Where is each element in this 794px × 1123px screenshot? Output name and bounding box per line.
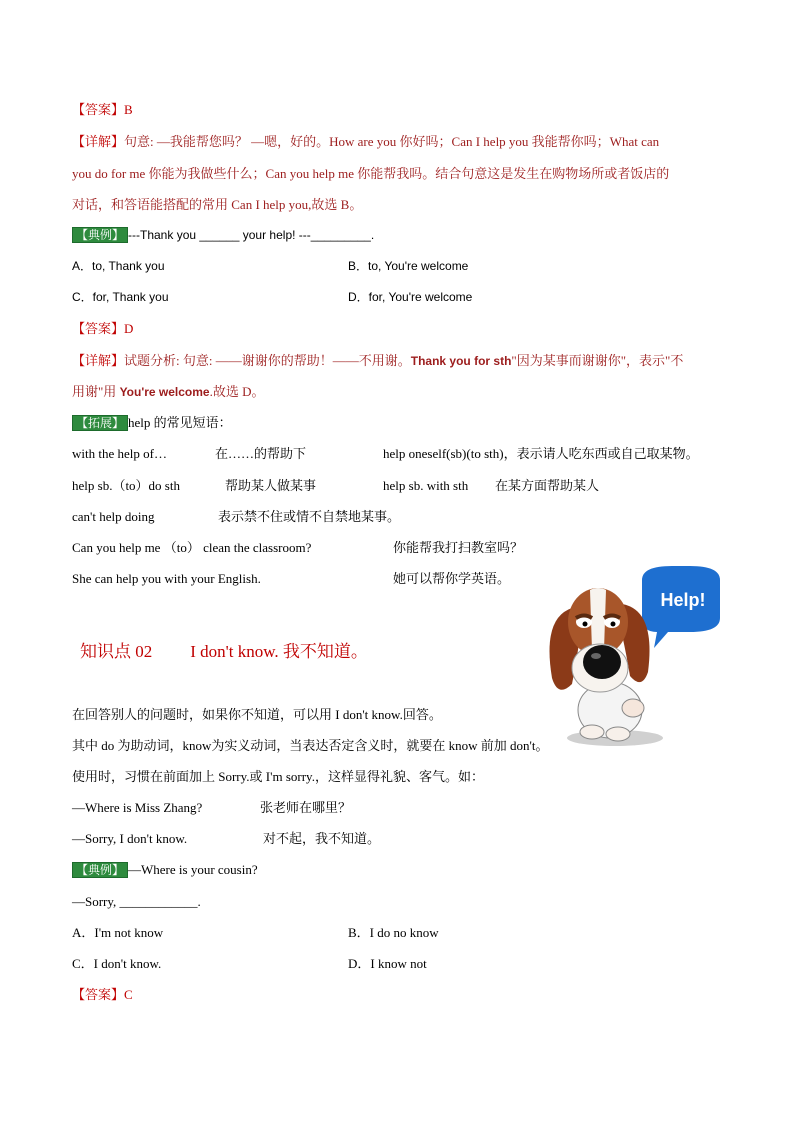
answer-value: B: [124, 102, 133, 117]
example3-tag: 【典例】: [72, 862, 128, 878]
detail2-text-b: Thank you for sth: [410, 354, 512, 368]
answer-tag-3: 【答案】: [72, 987, 125, 1002]
expand-row-4-c1: Can you help me （to） clean the classroom?: [72, 540, 312, 555]
answer-value-2: D: [124, 321, 134, 336]
expand-row-1-c3: help oneself(sb)(to sth)，表示请人吃东西或自己取某物。: [383, 446, 699, 461]
detail-line-1: [72, 133, 659, 150]
answer-tag-2: 【答案】: [72, 321, 125, 336]
option-c: C．for, Thank you: [72, 290, 169, 304]
dialog-2-cn: 对不起，我不知道。: [263, 831, 381, 846]
option-b: B．to, You're welcome: [348, 259, 469, 273]
answer-tag: 【答案】: [72, 102, 125, 117]
example-line: [72, 227, 374, 244]
detail2-text-e: You're welcome: [119, 385, 210, 399]
expand-row-2-c3: help sb. with sth: [383, 478, 469, 493]
expand-row-2-c1: help sb.（to）do sth: [72, 478, 180, 493]
expand-tag: 【拓展】: [72, 415, 128, 431]
answer-value-3: C: [124, 987, 133, 1002]
knowledge-line-1: 在回答别人的问题时，如果你不知道，可以用 I don't know.回答。: [72, 707, 442, 722]
knowledge-line-2: 其中 do 为助动词，know为实义动词，当表达否定含义时，就要在 know 前加 don't。: [72, 738, 549, 753]
dialog-2-en: —Sorry, I don't know.: [72, 831, 188, 846]
option3-b: B．I do no know: [348, 925, 439, 940]
detail-tag-2: 【详解】: [72, 353, 125, 368]
expand-row-4-c2: 你能帮我打扫教室吗？: [393, 540, 524, 555]
example3-question: —Where is your cousin?: [128, 862, 258, 877]
option3-c: C．I don't know.: [72, 956, 162, 971]
detail2-text-a: 试题分析: 句意: ——谢谢你的帮助！——不用谢。: [124, 353, 411, 368]
detail2-text-c: "因为某事而谢谢你"，表示"不: [511, 353, 684, 368]
expand-row-5-c1: She can help you with your English.: [72, 571, 261, 586]
expand-row-3-c1: can't help doing: [72, 509, 155, 524]
option3-a: A．I'm not know: [72, 925, 164, 940]
dialog-1-en: —Where is Miss Zhang?: [72, 800, 203, 815]
expand-row-1-c1: with the help of…: [72, 446, 167, 461]
detail2-text-f: .故选 D。: [209, 384, 265, 399]
expand-row-5-c2: 她可以帮你学英语。: [393, 571, 511, 586]
dialog-1-cn: 张老师在哪里？: [260, 800, 352, 815]
example-tag: 【典例】: [72, 227, 128, 243]
expand-row-1-c2: 在……的帮助下: [215, 446, 307, 461]
knowledge-line-3: 使用时，习惯在前面加上 Sorry.或 I'm sorry.，这样显得礼貌、客气。如：: [72, 769, 484, 784]
knowledge-number: 知识点 02: [80, 642, 153, 661]
option3-d: D．I know not: [348, 956, 427, 971]
detail2-line-1: [72, 352, 683, 370]
detail-tag: 【详解】: [72, 134, 125, 149]
help-bubble-text: Help!: [660, 590, 706, 610]
expand-line: [72, 414, 232, 432]
detail2-line-2: [72, 383, 264, 401]
option-d: D．for, You're welcome: [348, 290, 473, 304]
example3-line: [72, 861, 258, 879]
expand-row-2-c2: 帮助某人做某事: [225, 478, 317, 493]
dog-illustration: [530, 560, 720, 760]
answer-line-2: [72, 320, 133, 337]
example-question: ---Thank you ______ your help! ---_________.: [128, 228, 375, 242]
option-a: A．to, Thank you: [72, 259, 165, 273]
detail-line-3: 对话，和答语能搭配的常用 Can I help you,故选 B。: [72, 197, 363, 212]
example3-reply: —Sorry, ____________.: [72, 894, 201, 909]
detail-line-2: you do for me 你能为我做些什么；Can you help me 你能帮我吗。结合句意这是发生在购物场所或者饭店的: [72, 166, 670, 181]
expand-row-2-c4: 在某方面帮助某人: [495, 478, 600, 493]
answer-line-1: [72, 101, 133, 118]
expand-row-3-c2: 表示禁不住或情不自禁地某事。: [218, 509, 401, 524]
answer-line-3: [72, 986, 133, 1003]
knowledge-heading: [80, 637, 368, 662]
knowledge-title: I don't know. 我不知道。: [190, 642, 368, 661]
expand-intro: help 的常见短语：: [128, 415, 232, 430]
detail-text-1: 句意: —我能帮您吗？ —嗯，好的。How are you 你好吗；Can I help you 我能帮你吗；What can: [124, 134, 660, 149]
detail2-text-d: 用谢"用: [72, 384, 120, 399]
